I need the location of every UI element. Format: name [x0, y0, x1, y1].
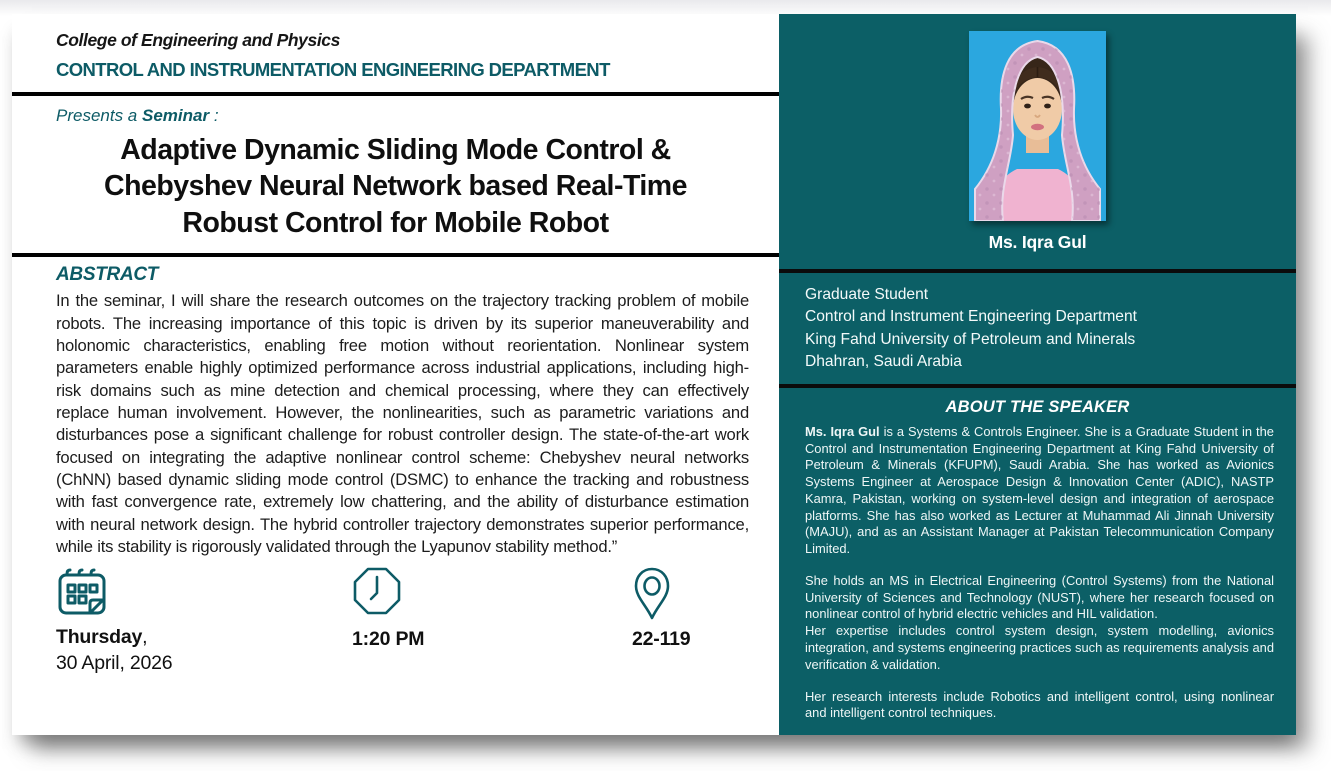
- speaker-affiliation: [779, 273, 1296, 374]
- event-date-label: [56, 624, 172, 677]
- bio-paragraph-4: Her research interests include Robotics and intelligent control, using nonlinear and intelligent control techniques.: [805, 688, 1274, 721]
- event-time-block: [352, 566, 424, 652]
- affiliation-line-4: Dhahran, Saudi Arabia: [805, 353, 962, 371]
- seminar-title: [12, 126, 779, 251]
- college-name: College of Engineering and Physics: [56, 30, 340, 50]
- bio-paragraph-1-text: is a Systems & Controls Engineer. She is a Graduate Student in the Control and Instrumentation Engineering Department at King Fahd University of Petroleum & Minerals (KFUPM), Saudi Arabia. She has worked as Avionics Systems Engineer at Aerospace Design & Innovation Center (ADIC), NASTP Kamra, Pakistan, working on system-level design and integration of aerospace platforms. She has also worked as Lecturer at Muhammad Ali Jinnah University (MAJU), and as an Assistant Manager at Pakistan Telecommunication Company Limited.: [805, 423, 1274, 557]
- header-block: [12, 14, 779, 81]
- event-room: 22-119: [632, 628, 691, 651]
- bio-speaker-name-bold: Ms. Iqra Gul: [805, 423, 880, 439]
- flyer-left-panel: [12, 14, 779, 735]
- speaker-photo: [969, 31, 1106, 221]
- seminar-flyer: [12, 14, 1296, 735]
- department-name: CONTROL AND INSTRUMENTATION ENGINEERING DEPARTMENT: [56, 59, 610, 80]
- bio-paragraph-2: She holds an MS in Electrical Engineering (Control Systems) from the National University of Sciences and Technology (NUST), where her research focused on nonlinear control of hybrid electric vehicles and HIL validation.: [805, 572, 1274, 622]
- seminar-title-line-1: Adaptive Dynamic Sliding Mode Control &: [120, 134, 671, 166]
- event-details-row: [12, 566, 779, 716]
- event-date-block: [56, 566, 172, 677]
- speaker-name: Ms. Iqra Gul: [988, 232, 1087, 252]
- presents-line: [12, 96, 779, 126]
- event-time: 1:20 PM: [352, 628, 425, 651]
- affiliation-line-1: Graduate Student: [805, 286, 929, 303]
- abstract-heading: ABSTRACT: [56, 264, 159, 286]
- bio-paragraph-3: Her expertise includes control system design, system modelling, avionics integration, and systems engineering practices such as requirements analysis and verification & validation.: [805, 623, 1274, 672]
- divider-speaker-bottom: [779, 384, 1296, 388]
- bio-paragraph-1: [805, 424, 1274, 558]
- seminar-title-line-3: Robust Control for Mobile Robot: [182, 206, 609, 239]
- affiliation-line-3: King Fahd University of Petroleum and Minerals: [805, 330, 1136, 348]
- event-location-block: [632, 566, 690, 652]
- event-date: 30 April, 2026: [56, 652, 173, 675]
- presents-prefix: Presents a: [56, 106, 142, 125]
- about-speaker-heading: ABOUT THE SPEAKER: [945, 397, 1130, 416]
- affiliation-line-2: Control and Instrument Engineering Department: [805, 308, 1137, 326]
- abstract-text: In the seminar, I will share the research outcomes on the trajectory tracking problem of mobile robots. The increasing importance of this topic is driven by its superior maneuverability and holonomic characteristics, enabling free motion without reorientation. Nonlinear system parameters enable highly optimized performance across industrial applications, including high-risk domains such as mine detection and chemical processing, where they can effectively replace human involvement. However, the nonlinearities, such as parametric variations and disturbances pose a significant challenge for robust controller design. The state-of-the-art work focused on integrating the adaptive nonlinear control scheme: Chebyshev neural networks (ChNN) based dynamic sliding mode control (DSMC) to enhance the tracking and robustness with fast convergence rate, extremely low chattering, and the ability of disturbance estimation with neural network design. The hybrid controller trajectory demonstrates superior performance, while its stability is rigorously validated through the Lyapunov stability method.”: [56, 291, 749, 556]
- presents-emphasis: Seminar: [142, 106, 210, 125]
- speaker-bio: [779, 417, 1296, 722]
- presents-suffix: :: [209, 106, 219, 125]
- speaker-panel: [779, 14, 1296, 735]
- seminar-title-line-2: Chebyshev Neural Network based Real-Time: [104, 170, 687, 203]
- event-day: Thursday: [56, 626, 143, 649]
- calendar-icon: [56, 566, 172, 618]
- clock-icon: [352, 566, 424, 616]
- event-day-comma: ,: [142, 626, 148, 649]
- location-pin-icon: [632, 566, 690, 622]
